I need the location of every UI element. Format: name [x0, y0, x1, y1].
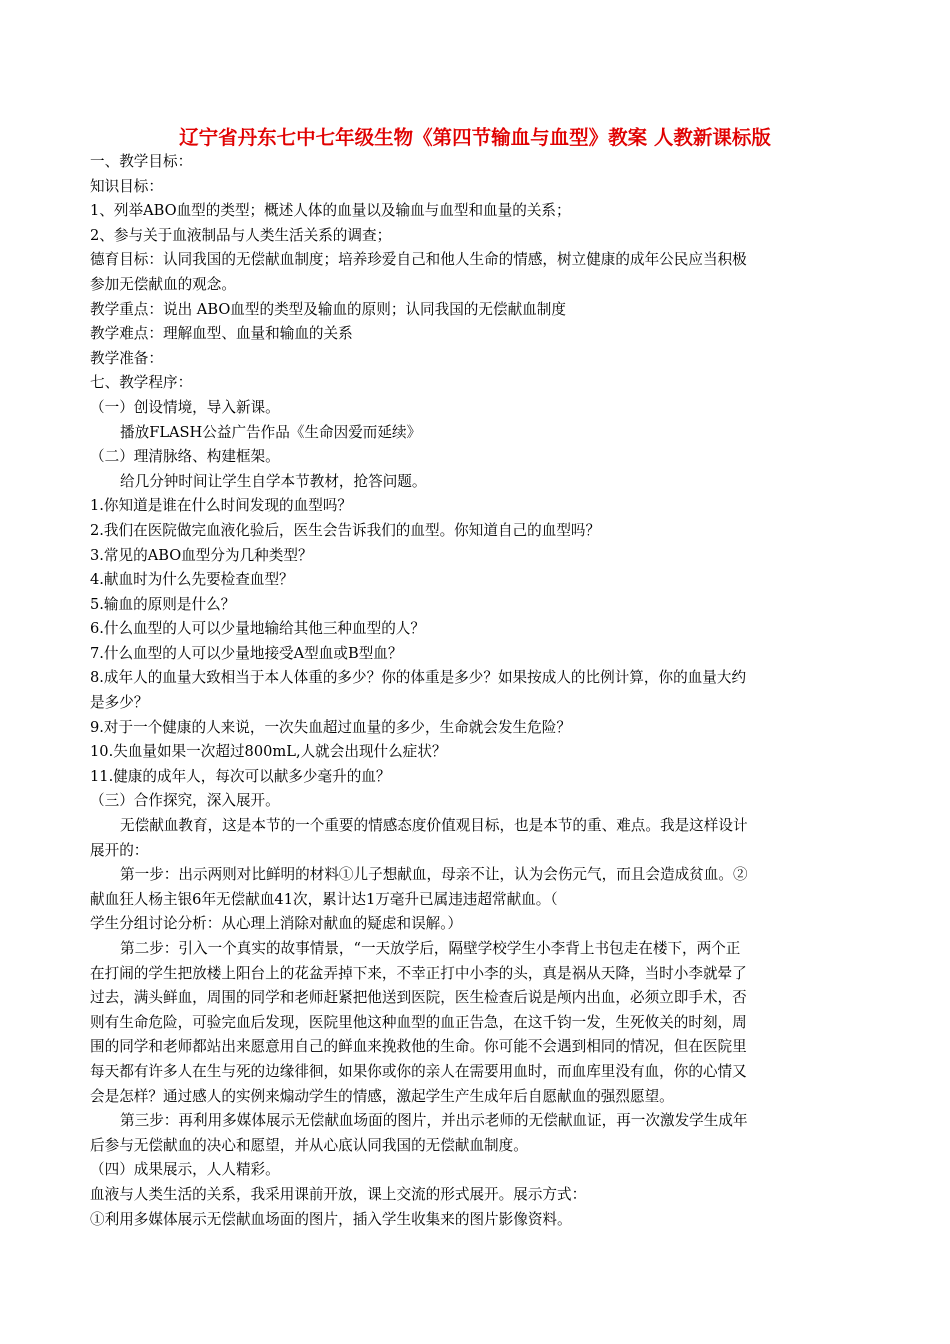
- subsection-heading: （四）成果展示，人人精彩。: [90, 1161, 280, 1179]
- subsection-heading: （三）合作探究，深入展开。: [90, 792, 280, 810]
- question-item: 1.你知道是谁在什么时间发现的血型吗？: [90, 497, 353, 515]
- paragraph-line: 第一步：出示两则对比鲜明的材料①儿子想献血，母亲不让，认为会伤元气，而且会造成贫血。②: [120, 866, 748, 884]
- question-item-continuation: 是多少？: [90, 694, 149, 712]
- question-item: 11.健康的成年人，每次可以献多少毫升的血？: [90, 767, 391, 785]
- document-title: 辽宁省丹东七中七年级生物《第四节输血与血型》教案 人教新课标版: [179, 126, 771, 149]
- question-item: 3.常见的ABO血型分为几种类型？: [90, 546, 313, 564]
- paragraph-line: 无偿献血教育，这是本节的一个重要的情感态度价值观目标，也是本节的重、难点。我是这样设计: [120, 817, 748, 835]
- question-item: 7.什么血型的人可以少量地接受A型血或B型血？: [90, 644, 403, 662]
- question-item: 9.对于一个健康的人来说，一次失血超过血量的多少，生命就会发生危险？: [90, 718, 571, 736]
- paragraph-line: 教学难点：理解血型、血量和输血的关系: [90, 325, 353, 343]
- document-body: [90, 150, 862, 1232]
- paragraph-line: 德育目标：认同我国的无偿献血制度；培养珍爱自己和他人生命的情感，树立健康的成年公民应当积极: [90, 251, 747, 269]
- paragraph-line: ①利用多媒体展示无偿献血场面的图片，插入学生收集来的图片影像资料。: [90, 1210, 572, 1228]
- paragraph-line: 每天都有许多人在生与死的边缘徘徊，如果你或你的亲人在需要用血时，而血库里没有血，你的心情又: [90, 1062, 747, 1080]
- section-heading-procedure: 七、教学程序：: [90, 374, 193, 392]
- paragraph-line: 给几分钟时间让学生自学本节教材，抢答问题。: [120, 472, 427, 490]
- paragraph-line: 播放FLASH公益广告作品《生命因爱而延续》: [120, 423, 422, 441]
- question-item: 5.输血的原则是什么？: [90, 595, 236, 613]
- paragraph-line: 教学重点：说出 ABO血型的类型及输血的原则；认同我国的无偿献血制度: [90, 300, 566, 318]
- paragraph-line: 后参与无偿献血的决心和愿望，并从心底认同我国的无偿献血制度。: [90, 1136, 528, 1154]
- subsection-heading: （二）理清脉络、构建框架。: [90, 448, 280, 466]
- paragraph-line: 展开的：: [90, 841, 149, 859]
- paragraph-line: 围的同学和老师都站出来愿意用自己的鲜血来挽救他的生命。你可能不会遇到相同的情况，但在医院里: [90, 1038, 747, 1056]
- paragraph-line: 会是怎样？通过感人的实例来煽动学生的情感，激起学生产生成年后自愿献血的强烈愿望。: [90, 1087, 674, 1105]
- question-item: 6.什么血型的人可以少量地输给其他三种血型的人？: [90, 620, 425, 638]
- paragraph-line: 第三步：再利用多媒体展示无偿献血场面的图片，并出示老师的无偿献血证，再一次激发学生成年: [120, 1112, 748, 1130]
- paragraph-line: 第二步：引入一个真实的故事情景，“一天放学后，隔壁学校学生小李背上书包走在楼下，两个正: [120, 940, 741, 957]
- paragraph-line: 知识目标：: [90, 177, 163, 195]
- paragraph-line: 则有生命危险，可验完血后发现，医院里他这种血型的血正告急，在这千钧一发，生死攸关的时刻，周: [90, 1013, 747, 1031]
- paragraph-line: 参加无偿献血的观念。: [90, 275, 236, 293]
- paragraph-line: 献血狂人杨主银6年无偿献血41次，累计达1万毫升已属违违超常献血。（: [90, 890, 558, 908]
- paragraph-line: 在打闹的学生把放楼上阳台上的花盆弄掉下来，不幸正打中小李的头，真是祸从天降，当时小李就晕了: [90, 964, 747, 982]
- paragraph-line: 2、参与关于血液制品与人类生活关系的调查；: [90, 226, 392, 244]
- question-item: 2.我们在医院做完血液化验后，医生会告诉我们的血型。你知道自己的血型吗？: [90, 521, 601, 539]
- question-item: 4.献血时为什么先要检查血型？: [90, 571, 294, 589]
- paragraph-line: 学生分组讨论分析：从心理上消除对献血的疑虑和误解。）: [90, 915, 463, 933]
- subsection-heading: （一）创设情境，导入新课。: [90, 398, 280, 416]
- question-item: 8.成年人的血量大致相当于本人体重的多少？你的体重是多少？如果按成人的比例计算，你的血量大约: [90, 669, 747, 687]
- paragraph-line: 血液与人类生活的关系，我采用课前开放，课上交流的形式展开。展示方式：: [90, 1185, 587, 1203]
- paragraph-line: 教学准备：: [90, 349, 163, 367]
- paragraph-line: 1、列举ABO血型的类型；概述人体的血量以及输血与血型和血量的关系；: [90, 202, 571, 220]
- question-item: 10.失血量如果一次超过800mL,人就会出现什么症状？: [90, 743, 447, 761]
- paragraph-line: 过去，满头鲜血，周围的同学和老师赶紧把他送到医院，医生检查后说是颅内出血，必须立即手术，否: [90, 989, 747, 1007]
- section-heading-objectives: 一、教学目标：: [90, 153, 193, 170]
